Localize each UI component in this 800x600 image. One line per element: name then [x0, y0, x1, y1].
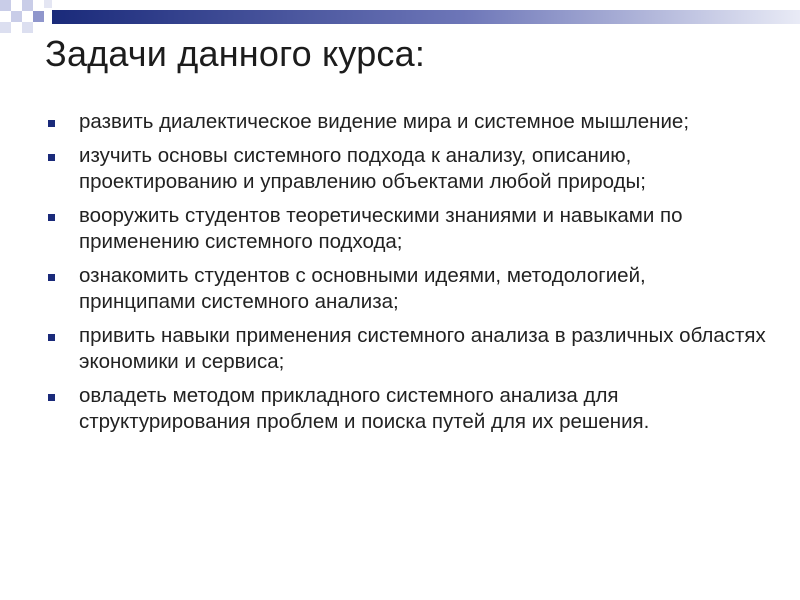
bullet-text: изучить основы системного подхода к анализу, описанию, проектированию и управлению объектами любой природы; — [79, 144, 646, 193]
square-bullet-icon — [48, 394, 55, 401]
square-bullet-icon — [48, 274, 55, 281]
bullet-text: развить диалектическое видение мира и системное мышление; — [79, 110, 690, 133]
bullet-item — [47, 109, 767, 135]
bullet-item — [47, 383, 767, 435]
bullet-item — [47, 143, 767, 195]
square-bullet-icon — [48, 214, 55, 221]
bullet-text: овладеть методом прикладного системного анализа для структурирования проблем и поиска путей для их решения. — [79, 384, 650, 433]
bullet-item — [47, 203, 767, 255]
header-band — [0, 0, 800, 34]
checker-squares-icon — [0, 0, 52, 33]
bullet-text: ознакомить студентов с основными идеями, методологией, принципами системного анализа; — [79, 264, 646, 313]
bullet-item — [47, 323, 767, 375]
bullet-list — [47, 109, 767, 443]
bullet-text: привить навыки применения системного анализа в различных областях экономики и сервиса; — [79, 324, 766, 373]
bullet-text: вооружить студентов теоретическими знаниями и навыками по применению системного подхода; — [79, 204, 683, 253]
header-gradient-bar — [52, 10, 800, 24]
slide-title: Задачи данного курса: — [45, 33, 426, 74]
bullet-item — [47, 263, 767, 315]
square-bullet-icon — [48, 154, 55, 161]
square-bullet-icon — [48, 334, 55, 341]
square-bullet-icon — [48, 120, 55, 127]
header-decoration — [0, 0, 800, 34]
